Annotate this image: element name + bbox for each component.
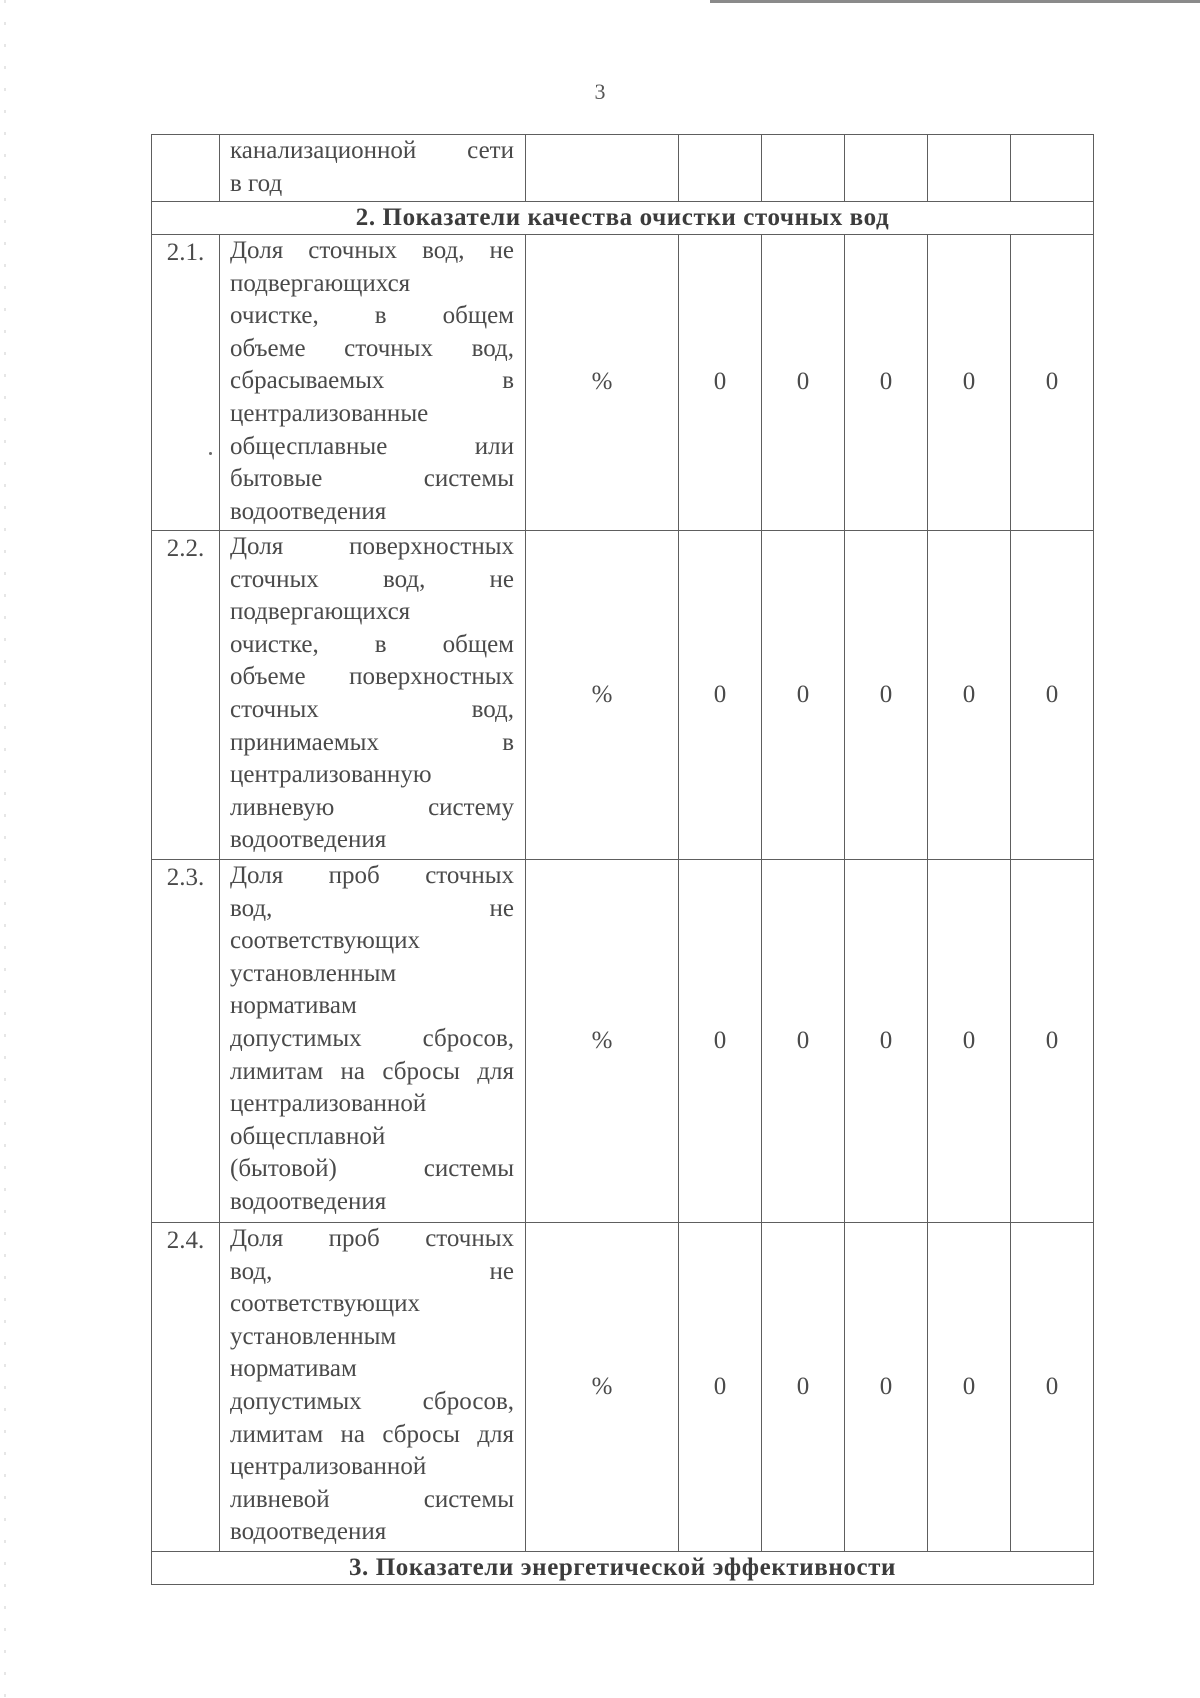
- value-cell: 0: [762, 1223, 845, 1552]
- value-cell: [845, 135, 928, 202]
- description-line: водоотведения: [230, 497, 387, 525]
- description-line: водоотведения: [230, 1187, 387, 1215]
- description-line: сточных вод, не: [230, 565, 514, 593]
- value-cell: 0: [845, 531, 928, 860]
- value-cell: 0: [928, 860, 1011, 1223]
- value-cell: 0: [1011, 860, 1094, 1223]
- description-line: объеме сточных вод,: [230, 334, 514, 362]
- unit-cell: [526, 135, 679, 202]
- table-row: [152, 531, 1094, 860]
- indicators-table: [151, 134, 1094, 1585]
- row-number: 2.3.: [152, 860, 220, 1223]
- unit-cell: %: [526, 235, 679, 531]
- description-line: в год: [230, 169, 283, 197]
- page-number: 3: [594, 79, 606, 104]
- description-line: сбрасываемых в: [230, 367, 514, 395]
- table-row: [152, 1223, 1094, 1552]
- description-line: Доля поверхностных: [230, 533, 514, 560]
- description-line: централизованной: [230, 1453, 427, 1481]
- description-line: ливневой системы: [230, 1485, 514, 1513]
- scan-edge-marks: [4, 0, 6, 1698]
- value-cell: 0: [845, 860, 928, 1223]
- indicator-description: [220, 860, 526, 1223]
- description-line: водоотведения: [230, 1518, 387, 1546]
- value-cell: 0: [845, 1223, 928, 1552]
- description-line: ливневую систему: [230, 793, 514, 821]
- description-line: объеме поверхностных: [230, 663, 514, 691]
- indicator-description: [220, 135, 526, 202]
- description-line: нормативам: [230, 1355, 357, 1383]
- description-line: установленным: [230, 1322, 397, 1350]
- unit-cell: %: [526, 531, 679, 860]
- description-line: Доля сточных вод, не: [230, 237, 514, 264]
- description-line: подвергающихся: [230, 269, 411, 297]
- description-line: канализационной сети: [230, 137, 514, 164]
- value-cell: 0: [1011, 1223, 1094, 1552]
- unit-cell: %: [526, 860, 679, 1223]
- value-cell: [928, 135, 1011, 202]
- value-cell: 0: [679, 860, 762, 1223]
- description-line: лимитам на сбросы для: [230, 1057, 514, 1085]
- value-cell: [1011, 135, 1094, 202]
- section-header-row: [152, 202, 1094, 235]
- description-line: вод, не: [230, 894, 514, 922]
- description-line: нормативам: [230, 992, 357, 1020]
- section-title: 2. Показатели качества очистки сточных вод: [152, 202, 1094, 235]
- description-line: очистке, в общем: [230, 302, 514, 330]
- value-cell: [679, 135, 762, 202]
- description-line: лимитам на сбросы для: [230, 1420, 514, 1448]
- description-line: Доля проб сточных: [230, 862, 514, 889]
- description-line: вод, не: [230, 1257, 514, 1285]
- description-line: установленным: [230, 959, 397, 987]
- description-line: водоотведения: [230, 826, 387, 854]
- value-cell: 0: [845, 235, 928, 531]
- description-line: (бытовой) системы: [230, 1155, 514, 1183]
- value-cell: 0: [928, 1223, 1011, 1552]
- value-cell: 0: [928, 531, 1011, 860]
- description-line: соответствующих: [230, 1290, 420, 1318]
- table-row-continuation: [152, 135, 1094, 202]
- value-cell: 0: [1011, 235, 1094, 531]
- row-number: 2.1.: [152, 235, 220, 531]
- value-cell: 0: [762, 235, 845, 531]
- description-line: соответствующих: [230, 927, 420, 955]
- description-line: централизованной: [230, 1090, 427, 1118]
- description-line: бытовые системы: [230, 465, 514, 493]
- indicator-description: [220, 531, 526, 860]
- description-line: Доля проб сточных: [230, 1225, 514, 1252]
- row-number: 2.2.: [152, 531, 220, 860]
- unit-cell: %: [526, 1223, 679, 1552]
- value-cell: 0: [679, 1223, 762, 1552]
- value-cell: 0: [679, 531, 762, 860]
- value-cell: 0: [762, 531, 845, 860]
- row-number: [152, 135, 220, 202]
- table-row: [152, 860, 1094, 1223]
- table-row: [152, 235, 1094, 531]
- value-cell: [762, 135, 845, 202]
- indicator-description: [220, 1223, 526, 1552]
- section-title: 3. Показатели энергетической эффективности: [152, 1552, 1094, 1585]
- description-line: централизованную: [230, 761, 432, 789]
- indicators-table-body: [152, 135, 1094, 1585]
- description-line: общесплавной: [230, 1122, 386, 1150]
- scan-top-rule: [710, 0, 1200, 3]
- description-line: принимаемых в: [230, 728, 514, 756]
- description-line: допустимых сбросов,: [230, 1387, 514, 1415]
- description-line: централизованные: [230, 399, 429, 427]
- value-cell: 0: [679, 235, 762, 531]
- description-line: допустимых сбросов,: [230, 1024, 514, 1052]
- value-cell: 0: [1011, 531, 1094, 860]
- row-number: 2.4.: [152, 1223, 220, 1552]
- description-line: сточных вод,: [230, 695, 514, 723]
- indicator-description: [220, 235, 526, 531]
- section-header-row: [152, 1552, 1094, 1585]
- description-line: очистке, в общем: [230, 630, 514, 658]
- scan-speck: [209, 452, 212, 455]
- value-cell: 0: [928, 235, 1011, 531]
- value-cell: 0: [762, 860, 845, 1223]
- description-line: общесплавные или: [230, 432, 514, 460]
- description-line: подвергающихся: [230, 598, 411, 626]
